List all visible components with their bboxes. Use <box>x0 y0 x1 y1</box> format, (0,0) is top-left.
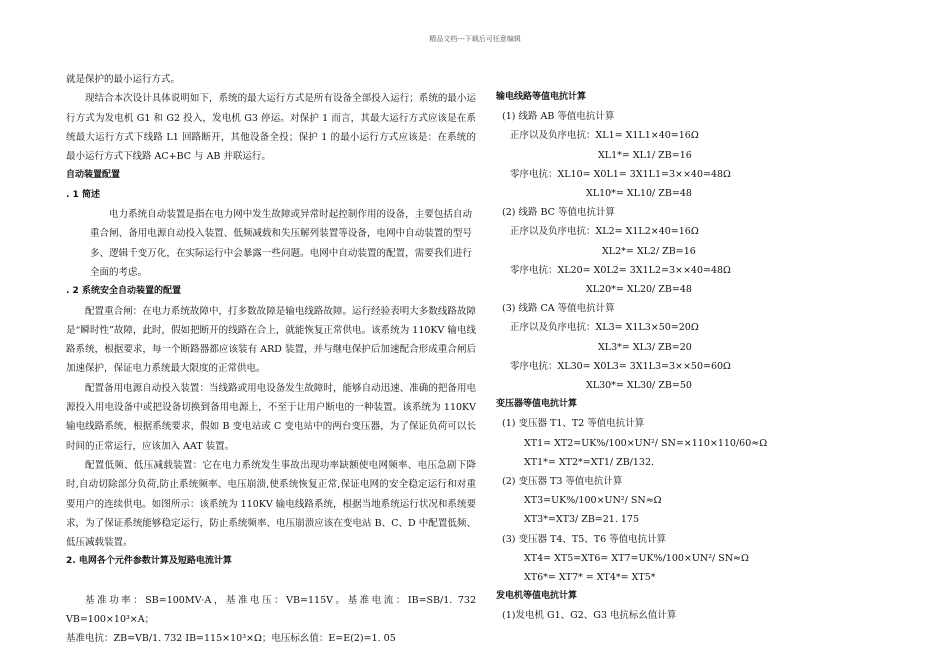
formula-line: 基准电抗：ZB=VB/1. 732 IB=115×10³×Ω；电压标幺值：E=E(2)=1. 05 <box>66 633 396 645</box>
formula-line: XT4= XT5=XT6= XT7=UK%/100×UN²/ SN≈Ω <box>524 552 749 564</box>
section-heading: 发电机等值电抗计算 <box>496 591 578 602</box>
paragraph: 配置备用电源自动投入装置：当线路或用电设备发生故障时，能够自动迅速、准确的把备用电源投入用电设备中或把设备切换到备用电源上，不至于让用户断电的一种装置。该系统为 110KV 输电线路系统，根据系统要求，假如 B 变电站或 C 变电站中的两台变压器，为了保证负荷可以长时间的正常运行，应该加入 AAT 装置。 <box>66 382 476 452</box>
paragraph: 就是保护的最小运行方式。 <box>66 74 181 85</box>
item-title: (1) 线路 AB 等值电抗计算 <box>502 111 615 123</box>
item-title: (2) 线路 BC 等值电抗计算 <box>502 207 615 219</box>
formula-line: 零序电抗：XL20= X0L2= 3X1L2=3××40=48Ω <box>510 264 731 276</box>
item-title: (1)发电机 G1、G2、G3 电抗标幺值计算 <box>502 610 677 622</box>
formula-line: 正序以及负序电抗：XL3= X1L3×50=20Ω <box>510 322 699 334</box>
formula-line: 正序以及负序电抗：XL2= X1L2×40=16Ω <box>510 226 699 238</box>
formula-line: XL1*= XL1/ ZB=16 <box>598 149 692 161</box>
item-title: (3) 变压器 T4、T5、T6 等值电抗计算 <box>502 533 667 545</box>
formula-line: 基准功率：SB=100MV·A，基准电压：VB=115V。基准电流：IB=SB/1. 732 VB=100×10³×A； <box>66 594 476 626</box>
item-title: (1) 变压器 T1、T2 等值电抗计算 <box>502 418 645 430</box>
formula-line: XT1*= XT2*=XT1/ ZB/132. <box>524 456 655 468</box>
subsection-heading: . 1 简述 <box>66 189 100 200</box>
formula-line: XT6*= XT7* = XT4*= XT5* <box>524 572 656 584</box>
subsection-heading: . 2 系统安全自动装置的配置 <box>66 286 181 297</box>
formula-line: 零序电抗：XL30= X0L3= 3X1L3=3××50=60Ω <box>510 360 731 372</box>
item-title: (2) 变压器 T3 等值电抗计算 <box>502 476 623 488</box>
formula-line: XT1= XT2=UK%/100×UN²/ SN=×110×110/60≈Ω <box>524 437 768 449</box>
formula-line: XL30*= XL30/ ZB=50 <box>586 380 692 392</box>
item-title: (3) 线路 CA 等值电抗计算 <box>502 303 615 315</box>
paragraph: 配置低频、低压减载装置：它在电力系统发生事故出现功率缺额使电网频率、电压急剧下降时,自动切除部分负荷,防止系统频率、电压崩溃,使系统恢复正常,保证电网的安全稳定运行和对重要用户的连续供电。如图所示：该系统为 110KV 输电线路系统，根据当地系统运行状况和系统要求，为了保证系统能够稳定运行，防止系统频率、电压崩溃应该在变电站 B、C、D 中配置低频、低压减载装置。 <box>66 459 476 549</box>
spacer <box>66 572 476 591</box>
formula-line: XT3=UK%/100×UN²/ SN≈Ω <box>524 495 662 507</box>
section-heading: 自动装置配置 <box>66 170 121 181</box>
formula-line: 零序电抗：XL10= X0L1= 3X1L1=3××40=48Ω <box>510 168 731 180</box>
formula-line: XT3*=XT3/ ZB=21. 175 <box>524 514 640 526</box>
paragraph: 配置重合闸：在电力系统故障中，打多数故障是输电线路故障。运行经验表明大多数线路故障是“瞬时性”故障，此时，假如把断开的线路在合上，就能恢复正常供电。该系统为 110KV 输电线路系统，根据要求，每一个断路器都应该装有 ARD 装置，并与继电保护后加速配合形成重合闸后加速保护，保证电力系统最大限度的正常供电。 <box>66 305 476 375</box>
page-header: 精品文档---下载后可任意编辑 <box>429 35 521 43</box>
paragraph: 电力系统自动装置是指在电力网中发生故障或异常时起控制作用的设备，主要包括自动重合闸、备用电源自动投入装置、低频减载和失压解列装置等设备，电网中自动装置的型号多、逻辑千变万化，在实际运行中会暴露一些问题。电网中自动装置的配置，需要我们进行全面的考虑。 <box>90 209 472 278</box>
formula-line: XL2*= XL2/ ZB=16 <box>602 245 696 257</box>
formula-line: 正序以及负序电抗：XL1= X1L1×40=16Ω <box>510 130 699 142</box>
formula-line: XL20*= XL20/ ZB=48 <box>586 284 692 296</box>
right-column <box>496 88 856 626</box>
paragraph: 现结合本次设计具体说明如下，系统的最大运行方式是所有设备全部投入运行；系统的最小运行方式为发电机 G1 和 G2 投入，发电机 G3 停运。对保护 1 而言，其最大运行方式应该是在系统最大运行方式下线路 L1 回路断开，其他设备全投；保护 1 的最小运行方式应该是：在系统的最小运行方式下线路 AC+BC 与 AB 并联运行。 <box>66 93 476 163</box>
section-heading: 变压器等值电抗计算 <box>496 399 578 410</box>
section-heading: 输电线路等值电抗计算 <box>496 92 587 102</box>
formula-line: XL3*= XL3/ ZB=20 <box>598 341 692 353</box>
left-column <box>66 70 476 649</box>
section-heading: 2. 电网各个元件参数计算及短路电流计算 <box>66 556 232 567</box>
formula-line: XL10*= XL10/ ZB=48 <box>586 188 692 200</box>
